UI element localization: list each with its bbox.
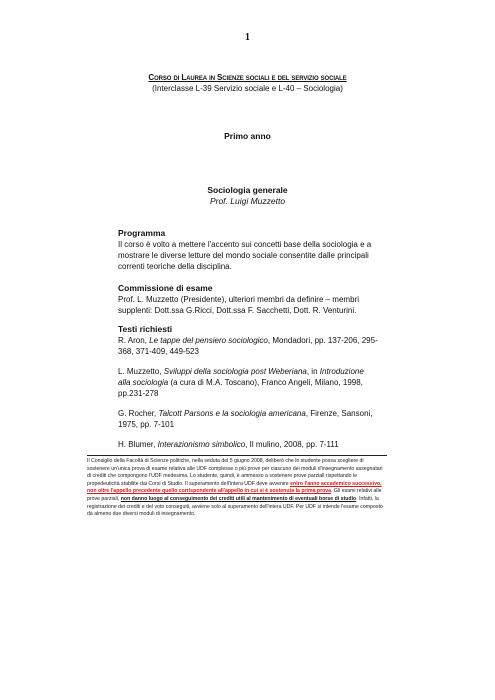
footnote-text: Il Consiglio della Facoltà di Scienze politiche, nella seduta del 5 giugno 2008, deliberò che lo studente possa scegliere di sostenere un'unica prova di esame relativa alle UDF complesse o più prove per ciascuno dei moduli d'insegnamento assegnatari di crediti che compongono l'UDF medesima. Lo studente, quindi, è ammesso a sostenere prove parziali rispettando le propedeuticità stabilite dai Corsi di Studio. Il superamento dell'intera UDF deve avvenire xyxy=(87,458,383,487)
subject-title: Sociologia generale xyxy=(207,185,288,195)
biblio-author: G. Rocher, xyxy=(118,409,159,418)
testi-title: Testi richiesti xyxy=(118,324,173,334)
biblio-details: (a cura di M.A. Toscano), Franco Angeli, Milano, 1998, pp.231-278 xyxy=(118,378,363,398)
biblio-item xyxy=(118,439,378,450)
biblio-details: , Firenze, Sansoni, 1975, pp. 7-101 xyxy=(118,409,373,429)
footnote-deadline-highlight: entro l'anno accademico successivo, non oltre l'appello precedente quello corrispondente all'appello in cui si è sostenuta la prima prova xyxy=(87,480,382,495)
footnote-text: . Infatti, la registrazione dei crediti e del voto conseguiti, avviene solo al superamento dell'intera UDF. Per UDF si intende l'esame composto da almeno due diversi moduli di insegnamento. xyxy=(87,495,383,518)
biblio-author: L. Muzzetto, xyxy=(118,367,164,376)
biblio-item xyxy=(118,366,378,399)
subject-block xyxy=(0,185,495,207)
biblio-book-title: Introduzione alla sociologia xyxy=(118,367,364,387)
programma-title: Programma xyxy=(118,228,166,238)
course-title: Corso di Laurea in Scienze sociali e del servizio sociale xyxy=(148,73,347,82)
biblio-author: H. Blumer, xyxy=(118,440,158,449)
biblio-details: , Mondadori, pp. 137-206, 295-368, 371-409, 449-523 xyxy=(118,336,378,356)
biblio-details: , Il mulino, 2008, pp. 7-111 xyxy=(245,440,339,449)
biblio-title: Sviluppi della sociologia post Weberiana xyxy=(163,367,307,376)
year-heading: Primo anno xyxy=(224,131,271,141)
biblio-title: Talcott Parsons e la sociologia americana xyxy=(158,409,306,418)
footnote-credits-highlight: non danno luogo al conseguimento dei crediti utili al mantenimento di eventuali borse di studio xyxy=(120,495,357,502)
commissione-text: Prof. L. Muzzetto (Presidente), ulteriori membri da definire – membri supplenti: Dott.ssa G.Ricci, Dott.ssa F. Sacchetti, Dott. R. Venturini. xyxy=(118,295,359,315)
testi-section xyxy=(118,324,378,459)
footnote xyxy=(87,458,387,519)
biblio-item xyxy=(118,335,378,357)
biblio-title: Le tappe del pensiero sociologico xyxy=(149,336,268,345)
biblio-connector: , in xyxy=(306,367,320,376)
biblio-author: R. Aron, xyxy=(118,336,150,345)
professor-name: Prof. Luigi Muzzetto xyxy=(209,196,286,206)
footnote-divider xyxy=(87,455,387,456)
biblio-title: Interazionismo simbolico xyxy=(157,440,246,449)
footnote-text: . Gli esami relativi alle prove parziali, xyxy=(87,488,382,502)
course-interclass: (Interclasse L-39 Servizio sociale e L-40 – Sociologia) xyxy=(152,84,343,93)
programma-section xyxy=(118,228,378,272)
biblio-item xyxy=(118,408,378,430)
page-number: 1 xyxy=(245,32,250,43)
commissione-title: Commissione di esame xyxy=(118,283,213,293)
commissione-section xyxy=(118,283,378,316)
course-header xyxy=(0,72,495,94)
programma-text: Il corso è volto a mettere l'accento sui concetti base della sociologia e a mostrare le diverse letture del mondo sociale consentite dalle principali correnti teoriche della disciplina. xyxy=(118,240,372,271)
